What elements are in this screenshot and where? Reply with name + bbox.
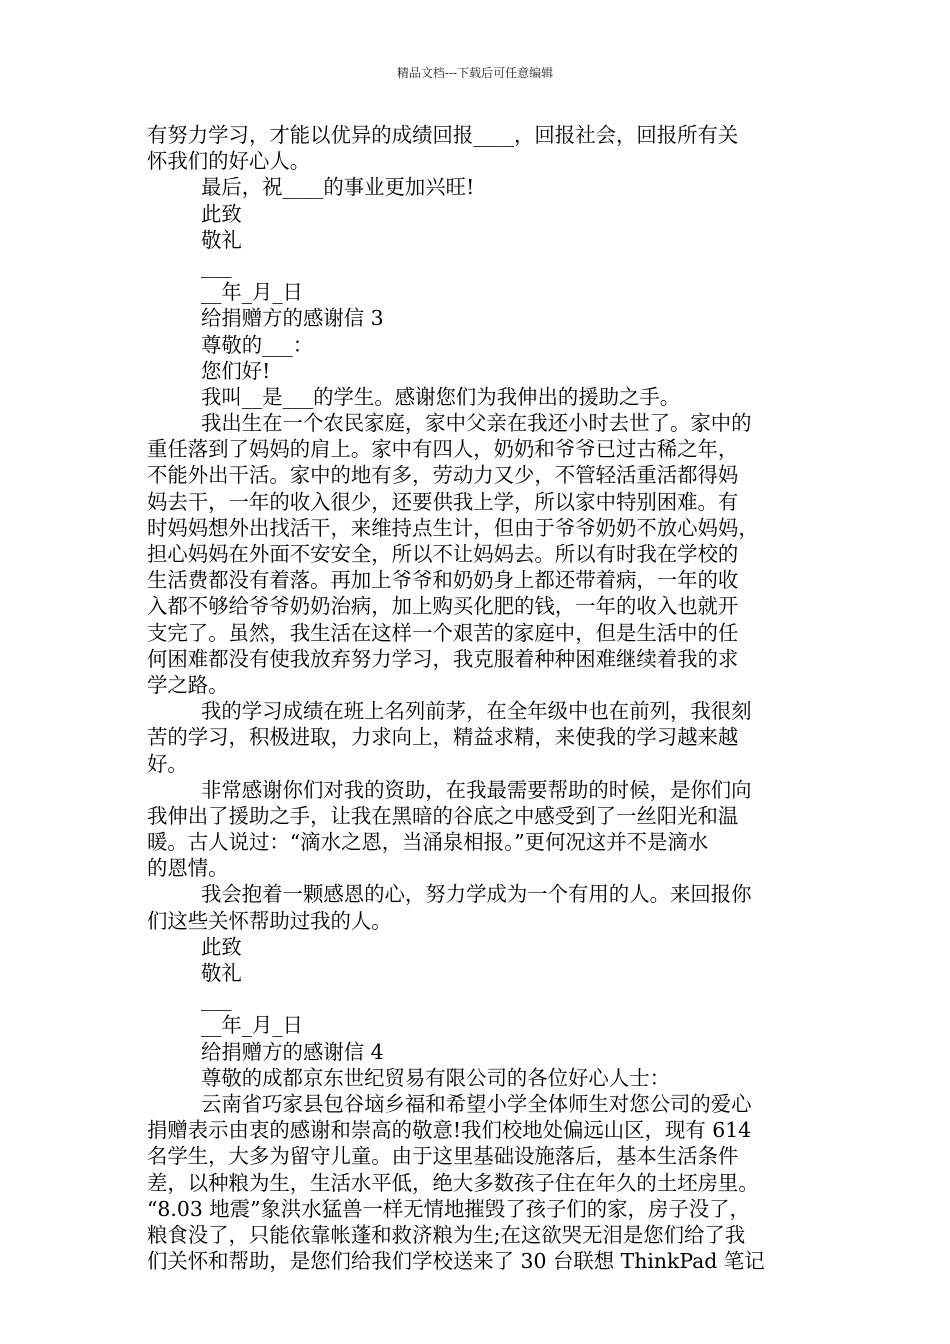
text-line: 捐赠表示由衷的感谢和崇高的敬意!我们校地处偏远山区，现有 614	[147, 1118, 752, 1143]
text-line: 支完了。虽然，我生活在这样一个艰苦的家庭中，但是生活中的任	[147, 620, 739, 645]
text-line: 尊敬的___：	[201, 332, 314, 357]
text-line: 好。	[147, 751, 188, 776]
text-line: 们这些关怀帮助过我的人。	[147, 908, 392, 933]
document-body	[147, 122, 812, 1274]
text-line: 敬礼	[201, 961, 242, 985]
text-line: 怀我们的好心人。	[147, 149, 311, 174]
text-line: 非常感谢你们对我的资助，在我最需要帮助的时候，是你们向	[201, 777, 752, 802]
text-line: 们关怀和帮助，是您们给我们学校送来了 30 台联想 ThinkPad 笔记	[147, 1249, 765, 1274]
text-line: 生活费都没有着落。再加上爷爷和奶奶身上都还带着病，一年的收	[147, 568, 739, 593]
text-line: 我伸出了援助之手，让我在黑暗的谷底之中感受到了一丝阳光和温	[147, 803, 739, 828]
text-line: 暖。古人说过：“滴水之恩，当涌泉相报。”更何况这并不是滴水	[147, 830, 709, 855]
text-line: 我会抱着一颗感恩的心，努力学成为一个有用的人。来回报你	[201, 882, 752, 907]
text-line: 云南省巧家县包谷垴乡福和希望小学全体师生对您公司的爱心	[201, 1091, 752, 1116]
text-line: 我出生在一个农民家庭，家中父亲在我还小时去世了。家中的	[201, 411, 752, 436]
text-line: 入都不够给爷爷奶奶治病，加上购买化肥的钱，一年的收入也就开	[147, 594, 739, 619]
text-line: “8.03 地震”象洪水猛兽一样无情地摧毁了孩子们的家，房子没了，	[147, 1196, 750, 1221]
text-line: __年_月_日	[201, 1013, 303, 1038]
text-line: 担心妈妈在外面不安安全，所以不让妈妈去。所以有时我在学校的	[147, 542, 739, 566]
text-line: 我的学习成绩在班上名列前茅，在全年级中也在前列，我很刻	[201, 699, 752, 724]
text-line: 重任落到了妈妈的肩上。家中有四人，奶奶和爷爷已过古稀之年，	[147, 437, 739, 462]
text-line: 苦的学习，积极进取，力求向上，精益求精，来使我的学习越来越	[147, 725, 739, 750]
text-line: 我叫__是___的学生。感谢您们为我伸出的援助之手。	[201, 384, 681, 409]
text-line: 此致	[201, 201, 242, 226]
text-line: 学之路。	[147, 672, 229, 697]
text-line: ___	[201, 987, 232, 1012]
text-line: 有努力学习，才能以优异的成绩回报____，回报社会，回报所有关	[147, 123, 739, 147]
text-line: 何困难都没有使我放弃努力学习，我克服着种种困难继续着我的求	[147, 646, 739, 671]
text-line: 时妈妈想外出找活干，来维持点生计，但由于爷爷奶奶不放心妈妈，	[147, 515, 759, 540]
text-line: 您们好!	[201, 358, 271, 383]
text-line: 妈去干，一年的收入很少，还要供我上学，所以家中特别困难。有	[147, 489, 739, 514]
text-line: ___	[201, 253, 232, 278]
text-line: 此致	[201, 934, 242, 959]
text-line: 不能外出干活。家中的地有多，劳动力又少，不管轻活重活都得妈	[147, 463, 739, 488]
text-line: 差，以种粮为生，生活水平低，绝大多数孩子住在年久的土坯房里。	[147, 1170, 759, 1195]
text-line: __年_月_日	[201, 280, 303, 305]
text-line: 尊敬的成都京东世纪贸易有限公司的各位好心人士：	[201, 1065, 670, 1090]
text-line: 名学生，大多为留守儿童。由于这里基础设施落后，基本生活条件	[147, 1144, 739, 1169]
text-line: 粮食没了，只能依靠帐蓬和救济粮为生;在这欲哭无泪是您们给了我	[147, 1222, 746, 1247]
text-line: 给捐赠方的感谢信 3	[201, 306, 384, 331]
text-line: 的恩情。	[147, 856, 229, 881]
page-header: 精品文档---下载后可任意编辑	[396, 66, 554, 80]
text-line: 最后，祝____的事业更加兴旺!	[201, 175, 475, 200]
text-line: 敬礼	[201, 227, 242, 252]
text-line: 给捐赠方的感谢信 4	[201, 1039, 384, 1064]
